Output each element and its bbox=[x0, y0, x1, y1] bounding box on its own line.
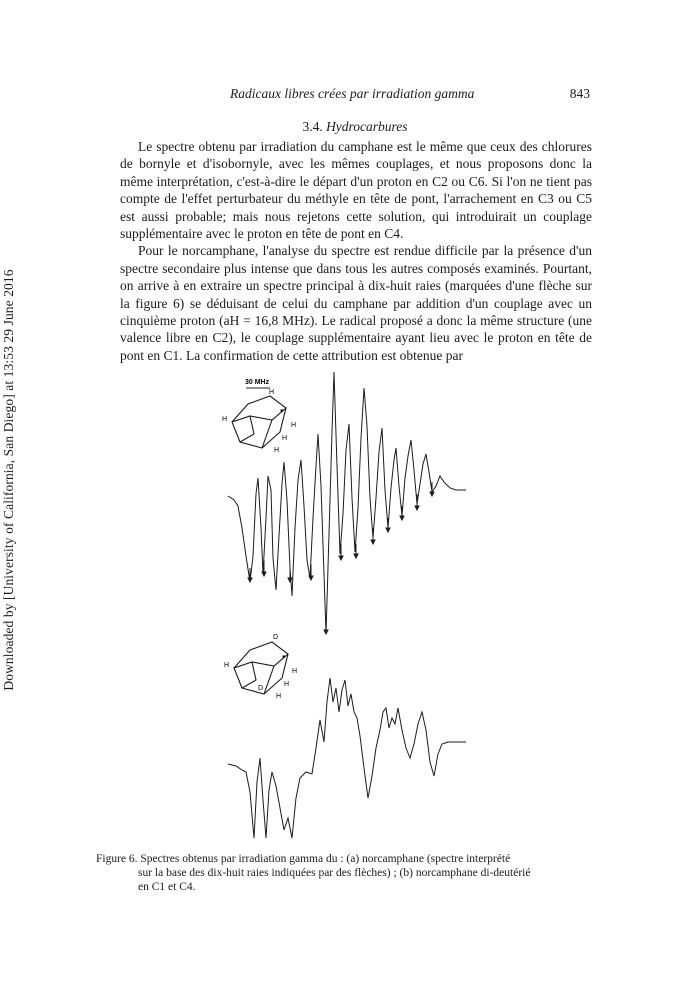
figure-drawing bbox=[210, 368, 500, 848]
atom-label-h: H bbox=[274, 447, 280, 454]
atom-label-h: H bbox=[292, 668, 298, 675]
atom-label-d: D bbox=[273, 634, 279, 641]
caption-line: Spectres obtenus par irradiation gamma du : (a) norcamphane (spectre interprété bbox=[140, 853, 511, 865]
caption-label: Figure 6. bbox=[96, 853, 138, 865]
caption-line: en C1 et C4. bbox=[138, 881, 196, 893]
figure-6 bbox=[210, 368, 500, 848]
radical-dot: • bbox=[280, 406, 284, 417]
paragraph: Le spectre obtenu par irradiation du camphane est le même que ceux des chlorures de bornyle et d'isobornyle, avec les mêmes couplages, et nous proposons donc la même interprétation, c'est-à-dire le départ d'un proton en C2 ou C6. Si l'on ne tient pas compte de l'effet perturbateur du méthyle en tête de pont, l'arrachement en C3 ou C5 est aussi probable; mais nous rejetons cette solution, qui introduirait un couplage supplémentaire avec le proton en tête de pont en C4. bbox=[120, 139, 592, 242]
figure-caption bbox=[96, 852, 606, 894]
section-heading bbox=[120, 119, 590, 135]
atom-label-h: H bbox=[282, 435, 288, 442]
spectrum-b-trace bbox=[228, 678, 466, 838]
caption-line: sur la base des dix-huit raies indiquées par des flèches) ; (b) norcamphane di-deutérié bbox=[138, 867, 531, 879]
scale-label: 30 MHz bbox=[245, 379, 270, 386]
paragraph: Pour le norcamphane, l'analyse du spectre est rendue difficile par la présence d'un spectre secondaire plus intense que dans tous les autres composés examinés. Pourtant, on arrive à en extraire un spectre principal à dix-huit raies (marquées d'une flèche sur la figure 6) se déduisant de celui du camphane par addition d'un couplage avec un cinquième proton (aH = 16,8 MHz). Le radical proposé a donc la même structure (une valence libre en C2), le couplage supplémentaire ayant lieu avec le proton en tête de pont en C1. La confirmation de cette attribution est obtenue par bbox=[120, 243, 592, 363]
radical-dot: • bbox=[282, 652, 286, 663]
atom-label-h: H bbox=[291, 422, 297, 429]
section-title: Hydrocarbures bbox=[326, 119, 408, 134]
spectrum-a-trace bbox=[228, 372, 466, 634]
atom-label-h: H bbox=[224, 662, 230, 669]
norcamphane-structure bbox=[232, 396, 286, 448]
running-title: Radicaux libres crées par irradiation gamma bbox=[230, 86, 475, 101]
page-number: 843 bbox=[569, 86, 590, 101]
atom-label-h: H bbox=[276, 693, 282, 700]
atom-label-d: D bbox=[258, 685, 264, 692]
spectrum-a-arrows bbox=[248, 482, 434, 634]
atom-label-h: H bbox=[269, 389, 275, 396]
download-watermark-text: Downloaded by [University of California, San Diego] at 13:53 29 June 2016 bbox=[1, 269, 16, 691]
download-watermark bbox=[2, 200, 16, 760]
section-number: 3.4. bbox=[302, 119, 323, 134]
atom-label-h: H bbox=[284, 681, 290, 688]
running-head bbox=[120, 86, 590, 104]
body-text bbox=[120, 138, 592, 364]
atom-label-h: H bbox=[222, 416, 228, 423]
